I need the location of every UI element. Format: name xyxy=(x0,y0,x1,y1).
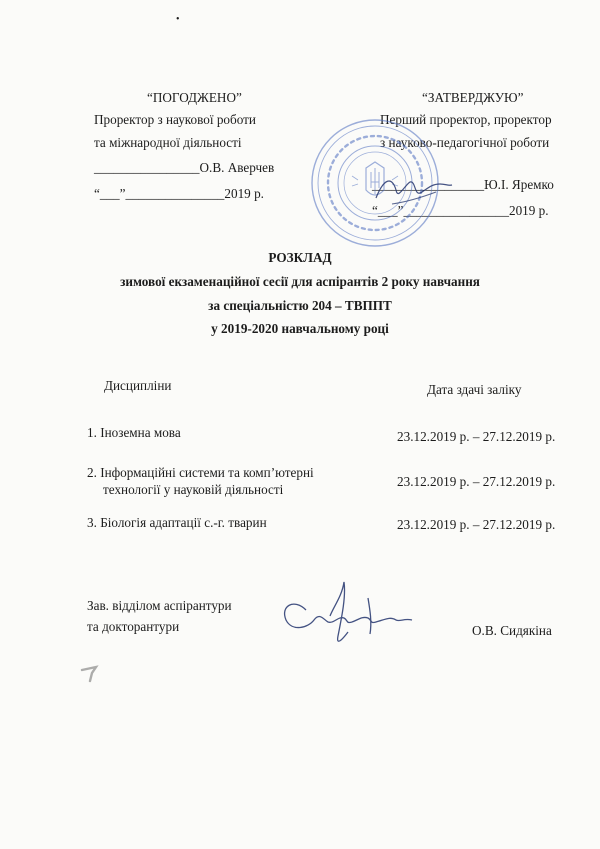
discipline-date: 23.12.2019 р. – 27.12.2019 р. xyxy=(397,474,556,489)
approval-left-line2: та міжнародної діяльності xyxy=(94,135,242,150)
column-header-discipline: Дисципліни xyxy=(104,378,172,393)
approval-right-line1: Перший проректор, проректор xyxy=(380,112,552,127)
schedule-subtitle-line2: за спеціальністю 204 – ТВППТ xyxy=(208,298,392,313)
discipline-name-continued: технології у науковій діяльності xyxy=(103,482,284,497)
footer-position-line2: та докторантури xyxy=(87,619,180,634)
approval-right-signature-line: _________________Ю.І. Яремко xyxy=(372,177,554,192)
discipline-name: 2. Інформаційні системи та комп’ютерні xyxy=(87,465,314,480)
discipline-date: 23.12.2019 р. – 27.12.2019 р. xyxy=(397,517,556,532)
discipline-name: 1. Іноземна мова xyxy=(87,425,181,440)
schedule-subtitle-line3: у 2019-2020 навчальному році xyxy=(211,321,389,336)
approval-left-date-line: “___”_______________2019 р. xyxy=(94,186,264,201)
approval-right-date-line: “___”________________2019 р. xyxy=(372,203,549,218)
schedule-title: РОЗКЛАД xyxy=(268,250,332,265)
corner-mark xyxy=(80,664,102,684)
footer-name: О.В. Сидякіна xyxy=(472,623,552,638)
approval-left-heading: “ПОГОДЖЕНО” xyxy=(147,90,242,105)
approval-right-heading: “ЗАТВЕРДЖУЮ” xyxy=(422,90,524,105)
discipline-date: 23.12.2019 р. – 27.12.2019 р. xyxy=(397,429,556,444)
prorector-signature xyxy=(370,168,456,214)
footer-position-line1: Зав. відділом аспірантури xyxy=(87,598,232,613)
approval-left-line1: Проректор з наукової роботи xyxy=(94,112,256,127)
approval-right-line2: з науково-педагогічної роботи xyxy=(380,135,550,150)
doc-mark: • xyxy=(176,14,180,25)
discipline-name: 3. Біологія адаптації с.-г. тварин xyxy=(87,515,267,530)
schedule-subtitle-line1: зимової екзаменаційної сесії для аспірантів 2 року навчання xyxy=(120,274,480,289)
approval-left-signature-line: ________________О.В. Аверчев xyxy=(94,160,275,175)
column-header-date: Дата здачі заліку xyxy=(427,382,522,397)
head-signature xyxy=(272,576,422,656)
